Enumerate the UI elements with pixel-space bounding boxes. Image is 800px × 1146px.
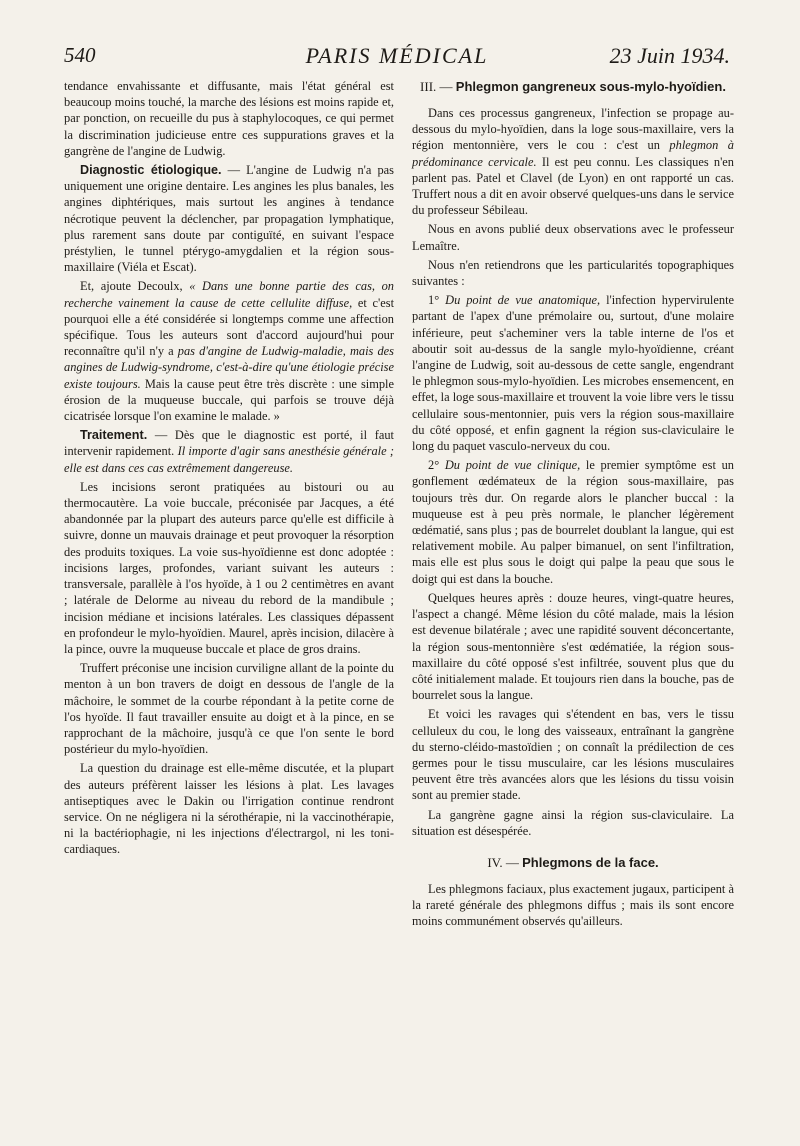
item-number-2: 2° (428, 458, 445, 473)
running-head (64, 43, 730, 77)
section-heading-iv (412, 854, 734, 871)
paragraph-faciaux: Les phlegmons faciaux, plus exactement jugaux, participent à la rareté générale des phlegmons diffus ; mais ils sont encore moins communément observés qu'ailleurs. (412, 881, 734, 929)
paragraph-incisions: Les incisions seront pratiquées au bistouri ou au thermocautère. La voie buccale, préconisée par Jacques, a été abandonnée par la plupart des auteurs parce qu'elle est difficile à suivre, donne un mauvais drainage et peut provoquer la résorption des produits toxiques. La voie sus-hyoïdienne est donc adoptée : incisions larges, profondes, variant suivant les auteurs : transversale, parallèle à l'os hyoïde, à 1 ou 2 centimètres en avant ; latérale de Delorme au niveau du rebord de la mandibule ; incision médiane et incisions latérales. Les classiques dépassent en profondeur le mylo-hyoïdien. Maurel, après incision, dilacère à la pince, ouvre la muqueuse buccale et place de gros drains. (64, 479, 394, 656)
heading-traitement: Traitement. (80, 428, 148, 443)
section-title-iii: Phlegmon gangreneux sous-mylo-hyoïdien. (455, 79, 726, 94)
decoulx-intro: Et, ajoute Decoulx, (80, 279, 190, 294)
processus-end: Il est peu connu. Les classiques n'en parlent pas. Patel et Clavel (de Lyon) en ont rapporté un cas. Truffert nous a dit en avoir observé quelques-uns dans le service du professeur Sébileau. (412, 154, 734, 218)
traitement-text: — Dès que le diagnostic est porté, il faut intervenir rapidement. (64, 428, 394, 459)
paragraph-decoulx (64, 278, 394, 424)
clinique-text: le premier symptôme est un gonflement œdémateux de la région sous-maxillaire, pas toujours très dur. On regarde alors le plancher buccal : la muqueuse est à peu près normale, le plancher légèrement œdématié, sans plus ; pas de bourrelet doublant la langue, qui est relativement mobile. Au palper bimanuel, on sent l'infiltration, mais elle est plus sous le doigt qui palpe la peau que sous le doigt qui est dans la bouche. (412, 458, 734, 586)
paragraph-processus (412, 105, 734, 218)
anatomique-italic: Du point de vue anatomique, (445, 293, 601, 308)
paragraph-desesperee: La gangrène gagne ainsi la région sus-claviculaire. La situation est désespérée. (412, 807, 734, 838)
traitement-italic: Il importe d'agir sans anesthésie générale ; elle est dans ces cas extrêmement dangereuse. (64, 444, 394, 475)
decoulx-quote-2: pas d'angine de Ludwig-maladie, mais des angines de Ludwig-syndrome, c'est-à-dire qu'une étiologie précise existe toujours. (64, 344, 394, 391)
paragraph-heures: Quelques heures après : douze heures, vingt-quatre heures, l'aspect a changé. Même lésion du côté malade, mais la lésion est devenue bilatérale ; avec une rapidité souvent déconcertante, la région sous-mentonnière s'est œdématiée, la région sous-maxillaire du côté opposé s'est infiltrée, souvent plus que du côté initialement malade. Et toujours rien dans la bouche, pas de bourrelet sous la langue. (412, 590, 734, 703)
decoulx-quote-1: « Dans une bonne partie des cas, on recherche vainement la cause de cette cellulite diffuse (64, 279, 394, 310)
paragraph-ravages: Et voici les ravages qui s'étendent en bas, vers le tissu celluleux du cou, le long des vaisseaux, entraînant la gangrène du sterno-cléido-mastoïdien ; on connaît la prédilection de ces germes pour le tissu musculaire, car les lésions musculaires peuvent être très avancées alors que les lésions du tissu voisin sont au premier stade. (412, 707, 734, 803)
paragraph-truffert: Truffert préconise une incision curviligne allant de la pointe du menton à un bon travers de doigt en dessous de l'angle de la mâchoire, le sommet de la courbe répondant à la petite corne de l'os hyoïde. Il faut travailler ensuite au doigt et à la pince, en se rapprochant de la mâchoire, jusqu'à ce que l'on sente le bord postérieur du mylo-hyoïdien. (64, 661, 394, 757)
diagnostic-text: — L'angine de Ludwig n'a pas uniquement une origine dentaire. Les angines les plus banales, les angines diphtériques, mais surtout les angines à tendance nécrotique peuvent la déclencher, par propagation lymphatique, plus rarement sans doute par contiguïté, en suivant l'espace préstylien, le tunnel ptérygo-amygdalien et la région sous-maxillaire (Viéla et Escat). (64, 163, 394, 275)
item-number-1: 1° (428, 293, 446, 308)
section-spacer (412, 842, 734, 854)
decoulx-text: , et c'est pourquoi elle a été considérée si longtemps comme une affection spécifique. Tous les auteurs sont d'accord aujourd'hui pour reconnaître qu'il n'y a (64, 295, 395, 359)
issue-date: 23 Juin 1934. (609, 43, 730, 68)
processus-italic: phlegmon à prédominance cervicale. (412, 138, 734, 169)
section-title-iv: Phlegmons de la face. (522, 854, 659, 870)
anatomique-text: l'infection hypervirulente partant de l'apex d'une prémolaire ou, surtout, d'une molaire inférieure, peut s'acheminer vers la table interne de l'os et aboutir soit au-dessus de la sangle mylo-hyoïdienne, créant l'angine de Ludwig, soit au-dessous de cette sangle, engendrant le phlegmon sous-mylo-hyoïdien. Les microbes ensemencent, en effet, la loge sous-maxillaire et trouvent la voie libre vers le tissu cellulaire sous-mentonnier, puis vers la région sous-maxillaire du côté opposé, et enfin gagnent la région sus-claviculaire le long du paquet vasculo-nerveux du cou. (412, 293, 735, 454)
journal-title: PARIS MÉDICAL (305, 43, 489, 68)
left-column (64, 78, 394, 861)
paragraph-publie: Nous en avons publié deux observations avec le professeur Lemaître. (412, 222, 734, 253)
clinique-italic: Du point de vue clinique, (444, 458, 581, 473)
page-number: 540 (64, 43, 96, 67)
decoulx-end: Mais la cause peut être très discrète : une simple érosion de la muqueuse buccale, qui parfois se trouve déjà cicatrisée lorsque l'on examine le malade. » (64, 376, 394, 424)
paragraph-traitement (64, 427, 394, 476)
section-number-iv: IV. — (487, 854, 519, 870)
processus-text: Dans ces processus gangreneux, l'infection se propage au-dessous du mylo-hyoïdien, dans la loge sous-maxillaire, vers la région mentonnière, vers le cou : c'est un (412, 106, 734, 153)
paragraph-particularites: Nous n'en retiendrons que les particularités topographiques suivantes : (412, 257, 734, 289)
section-heading-iii (412, 78, 734, 95)
right-column (412, 78, 734, 933)
paragraph-clinique (412, 457, 734, 587)
heading-diagnostic: Diagnostic étiologique. (80, 163, 222, 178)
paragraph-anatomique (412, 292, 734, 454)
paragraph-gangrene: tendance envahissante et diffusante, mais l'état général est beaucoup moins touché, la marche des lésions est moins rapide et, par ponction, on recueille du pus à staphylocoques, ce qui permet la discrimination judicieuse entre ces suppurations graves et la gangrène de l'angine de Ludwig. (64, 79, 394, 158)
paragraph-drainage: La question du drainage est elle-même discutée, et la plupart des auteurs préfèrent laisser les lésions à plat. Les lavages antiseptiques avec le Dakin ou l'irrigation continue rendront service. On ne négligera ni la sérothérapie, ni la vaccinothérapie, ni la bactériophagie, ni les injections d'électrargol, ni les toni-cardiaques. (64, 761, 394, 857)
paragraph-diagnostic (64, 162, 394, 275)
section-number-iii: III. — (420, 79, 453, 94)
